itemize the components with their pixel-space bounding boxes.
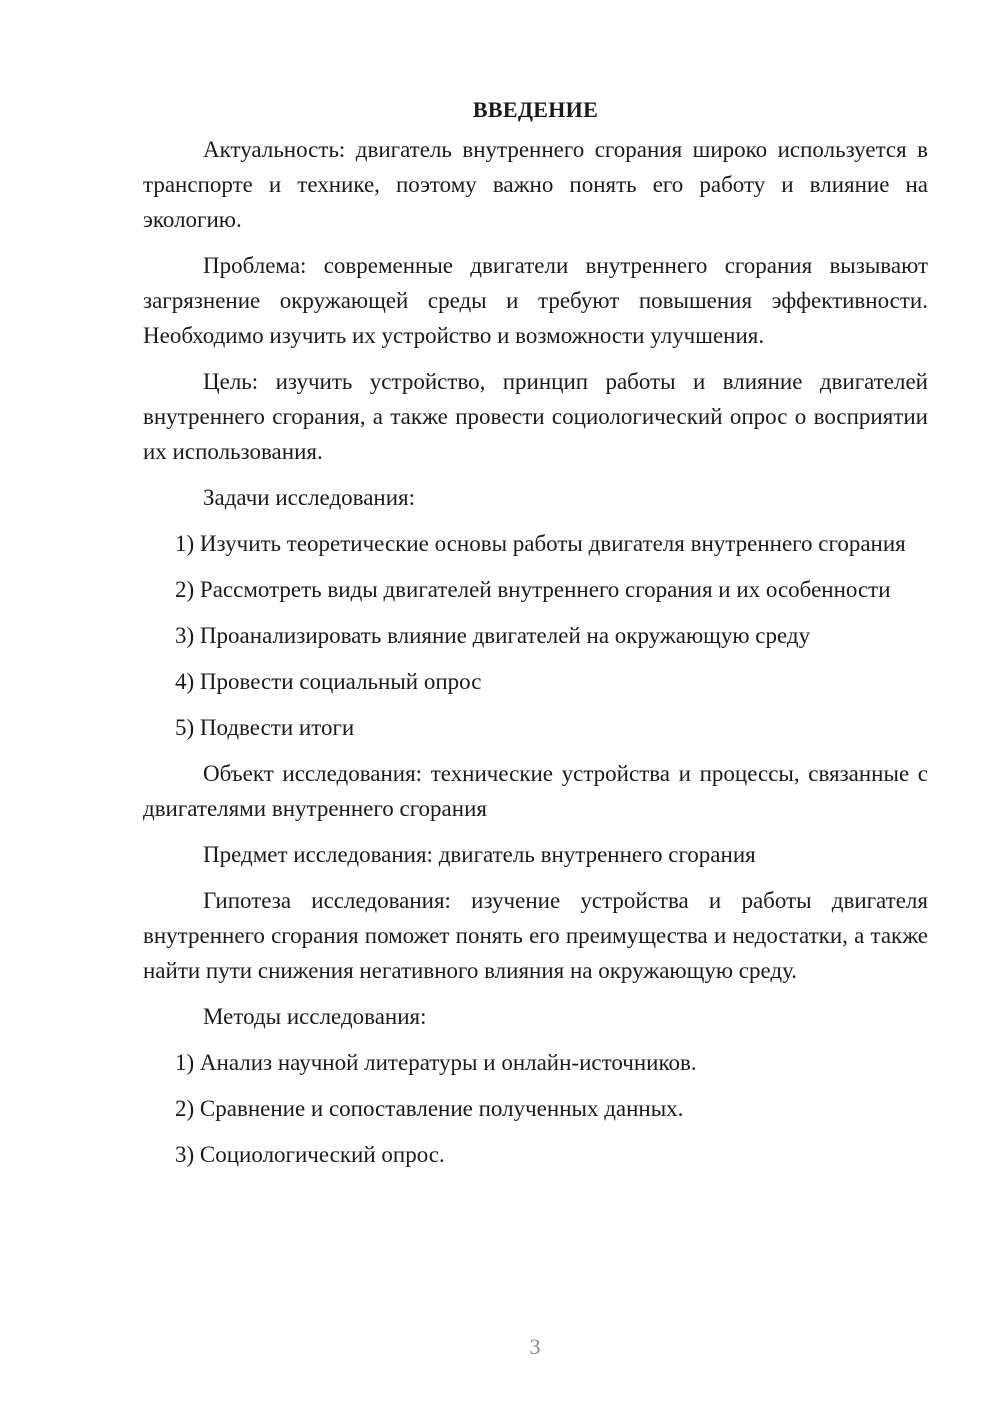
- task-item-1: 1) Изучить теоретические основы работы двигателя внутреннего сгорания: [175, 531, 906, 556]
- section-title: ВВЕДЕНИЕ: [472, 97, 599, 122]
- goal-paragraph: Цель: изучить устройство, принцип работы и влияние двигателей внутреннего сгорания, а также провести социологический опрос о восприятии их использования.: [143, 369, 928, 464]
- methods-heading: Методы исследования:: [203, 1004, 427, 1029]
- page-number: 3: [529, 1334, 541, 1359]
- method-item-2: 2) Сравнение и сопоставление полученных данных.: [175, 1096, 684, 1121]
- task-item-5: 5) Подвести итоги: [175, 715, 355, 740]
- page-content: [143, 92, 928, 1183]
- task-item-4: 4) Провести социальный опрос: [175, 669, 482, 694]
- method-item-3: 3) Социологический опрос.: [175, 1142, 445, 1167]
- hypothesis-paragraph: Гипотеза исследования: изучение устройства и работы двигателя внутреннего сгорания поможет понять его преимущества и недостатки, а также найти пути снижения негативного влияния на окружающую среду.: [143, 888, 928, 983]
- relevance-paragraph: Актуальность: двигатель внутреннего сгорания широко используется в транспорте и технике, поэтому важно понять его работу и влияние на экологию.: [143, 137, 928, 232]
- object-paragraph: Объект исследования: технические устройства и процессы, связанные с двигателями внутреннего сгорания: [143, 761, 928, 821]
- subject-paragraph: Предмет исследования: двигатель внутреннего сгорания: [203, 842, 756, 867]
- task-item-3: 3) Проанализировать влияние двигателей на окружающую среду: [175, 623, 811, 648]
- method-item-1: 1) Анализ научной литературы и онлайн-источников.: [175, 1050, 697, 1075]
- tasks-heading: Задачи исследования:: [203, 485, 416, 510]
- task-item-2: 2) Рассмотреть виды двигателей внутреннего сгорания и их особенности: [175, 577, 891, 602]
- problem-paragraph: Проблема: современные двигатели внутреннего сгорания вызывают загрязнение окружающей среды и требуют повышения эффективности. Необходимо изучить их устройство и возможности улучшения.: [143, 253, 928, 348]
